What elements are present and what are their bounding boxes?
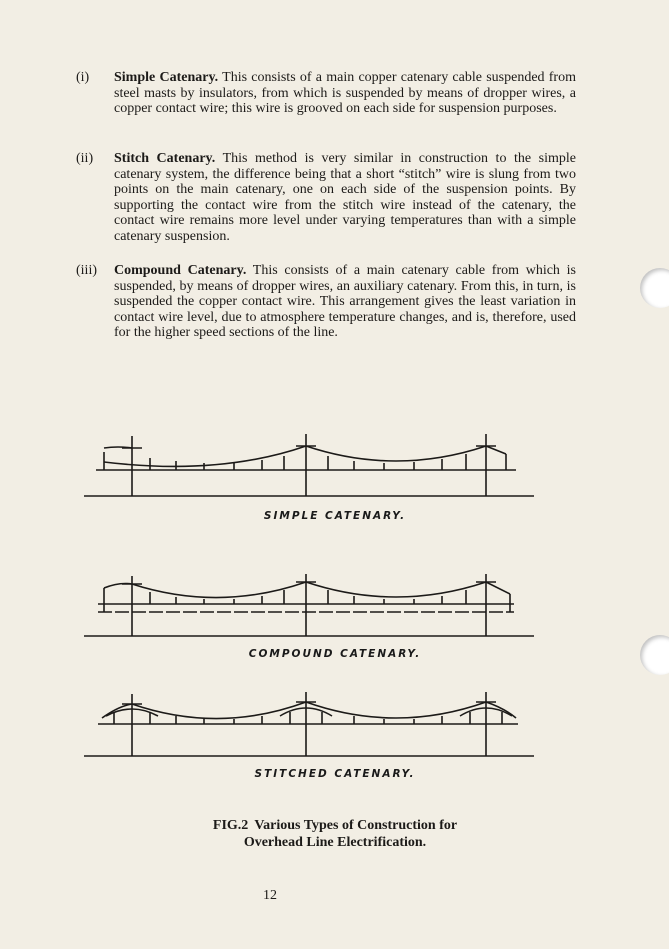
stitched-catenary-diagram bbox=[84, 688, 534, 764]
item-text: This consists of a main copper catenary cable suspended from steel masts by insulators, from which is suspended by means of dropper wires, a copper contact wire; this wire is grooved on each side for suspension purposes. bbox=[114, 70, 576, 117]
item-text: This consists of a main catenary cable from which is suspended, by means of dropper wires, an auxiliary catenary. From this, in turn, is suspended the copper contact wire. This arrangement gives the least variation in contact wire level, due to atmosphere temperature changes, and is, therefore, used for the higher speed sections of the line. bbox=[114, 263, 576, 341]
item-term: Stitch Catenary. bbox=[114, 151, 216, 166]
stitched-catenary-label: STITCHED CATENARY. bbox=[254, 768, 416, 780]
item-stitch-catenary bbox=[76, 151, 576, 245]
item-term: Simple Catenary. bbox=[114, 70, 219, 85]
figure-caption bbox=[150, 817, 520, 851]
catenary-cable bbox=[104, 446, 506, 466]
item-paragraph bbox=[114, 70, 576, 117]
figure-caption-line2: Overhead Line Electrification. bbox=[243, 835, 427, 850]
item-number: (iii) bbox=[76, 263, 97, 278]
punch-hole-top bbox=[640, 268, 669, 308]
page-number: 12 bbox=[263, 888, 277, 903]
punch-hole-bottom bbox=[640, 635, 669, 675]
item-number: (i) bbox=[76, 70, 90, 85]
item-term: Compound Catenary. bbox=[114, 263, 247, 278]
figure-number: FIG.2 bbox=[212, 818, 249, 833]
item-paragraph bbox=[114, 151, 576, 245]
compound-catenary-diagram bbox=[84, 568, 534, 644]
main-catenary-cable bbox=[104, 582, 510, 598]
compound-catenary-label: COMPOUND CATENARY. bbox=[248, 648, 422, 660]
item-number: (ii) bbox=[76, 151, 94, 166]
simple-catenary-diagram bbox=[84, 428, 534, 504]
item-simple-catenary bbox=[76, 70, 576, 117]
item-compound-catenary bbox=[76, 263, 576, 341]
item-paragraph bbox=[114, 263, 576, 341]
catenary-cable bbox=[102, 702, 516, 719]
simple-catenary-label: SIMPLE CATENARY. bbox=[263, 510, 407, 522]
item-text: This method is very similar in construction to the simple catenary system, the difference being that a short “stitch” wire is slung from two points on the main catenary, one on each side of the suspension points. By supporting the contact wire from the stitch wire instead of the catenary, the contact wire remains more level under varying temperatures than with a simple catenary suspension. bbox=[114, 151, 576, 244]
figure-caption-line1: Various Types of Construction for bbox=[254, 818, 458, 833]
